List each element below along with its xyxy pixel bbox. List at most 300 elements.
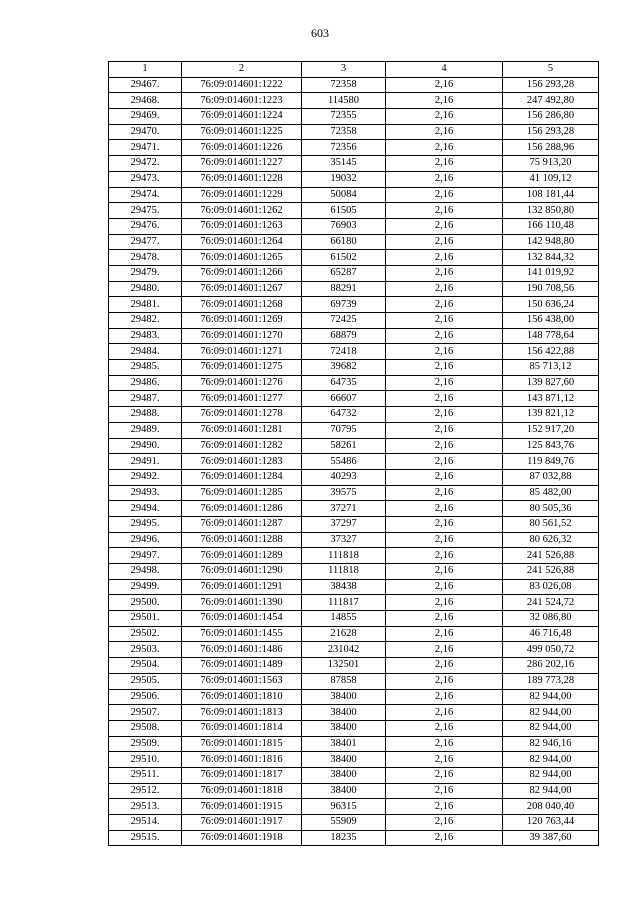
cadastral-number: 76:09:014601:1818 <box>182 783 302 799</box>
area-value: 72418 <box>302 344 386 360</box>
cadastral-number: 76:09:014601:1489 <box>182 658 302 674</box>
cadastral-number: 76:09:014601:1268 <box>182 297 302 313</box>
rate-value: 2,16 <box>386 203 503 219</box>
rate-value: 2,16 <box>386 485 503 501</box>
table-row <box>109 830 599 846</box>
row-number: 29508. <box>109 720 182 736</box>
cadastral-number: 76:09:014601:1226 <box>182 140 302 156</box>
table-row <box>109 689 599 705</box>
table-row <box>109 548 599 564</box>
row-number: 29499. <box>109 579 182 595</box>
table-row <box>109 375 599 391</box>
amount-value: 80 505,36 <box>503 501 599 517</box>
table-row <box>109 673 599 689</box>
cadastral-number: 76:09:014601:1285 <box>182 485 302 501</box>
rate-value: 2,16 <box>386 673 503 689</box>
cadastral-number: 76:09:014601:1817 <box>182 767 302 783</box>
row-number: 29488. <box>109 407 182 423</box>
table-row <box>109 516 599 532</box>
table-row <box>109 501 599 517</box>
area-value: 37271 <box>302 501 386 517</box>
row-number: 29475. <box>109 203 182 219</box>
amount-value: 166 110,48 <box>503 218 599 234</box>
rate-value: 2,16 <box>386 752 503 768</box>
row-number: 29489. <box>109 422 182 438</box>
table-row <box>109 203 599 219</box>
cadastral-number: 76:09:014601:1917 <box>182 815 302 831</box>
rate-value: 2,16 <box>386 77 503 93</box>
rate-value: 2,16 <box>386 250 503 266</box>
area-value: 231042 <box>302 642 386 658</box>
rate-value: 2,16 <box>386 328 503 344</box>
row-number: 29483. <box>109 328 182 344</box>
area-value: 65287 <box>302 265 386 281</box>
row-number: 29485. <box>109 360 182 376</box>
amount-value: 156 286,80 <box>503 109 599 125</box>
area-value: 61502 <box>302 250 386 266</box>
table-row <box>109 626 599 642</box>
amount-value: 82 946,16 <box>503 736 599 752</box>
area-value: 37297 <box>302 516 386 532</box>
cadastral-number: 76:09:014601:1813 <box>182 705 302 721</box>
row-number: 29513. <box>109 799 182 815</box>
table-row <box>109 579 599 595</box>
amount-value: 125 843,76 <box>503 438 599 454</box>
table-row <box>109 454 599 470</box>
area-value: 72425 <box>302 313 386 329</box>
cadastral-number: 76:09:014601:1290 <box>182 564 302 580</box>
area-value: 35145 <box>302 156 386 172</box>
table-row <box>109 438 599 454</box>
cadastral-number: 76:09:014601:1264 <box>182 234 302 250</box>
cadastral-number: 76:09:014601:1287 <box>182 516 302 532</box>
rate-value: 2,16 <box>386 360 503 376</box>
area-value: 19032 <box>302 171 386 187</box>
area-value: 55909 <box>302 815 386 831</box>
rate-value: 2,16 <box>386 422 503 438</box>
area-value: 66180 <box>302 234 386 250</box>
area-value: 72355 <box>302 109 386 125</box>
area-value: 21628 <box>302 626 386 642</box>
amount-value: 156 293,28 <box>503 124 599 140</box>
cadastral-number: 76:09:014601:1810 <box>182 689 302 705</box>
rate-value: 2,16 <box>386 626 503 642</box>
table-row <box>109 705 599 721</box>
table-row <box>109 752 599 768</box>
rate-value: 2,16 <box>386 109 503 125</box>
cadastral-number: 76:09:014601:1563 <box>182 673 302 689</box>
cadastral-number: 76:09:014601:1224 <box>182 109 302 125</box>
cadastral-number: 76:09:014601:1486 <box>182 642 302 658</box>
cadastral-number: 76:09:014601:1271 <box>182 344 302 360</box>
rate-value: 2,16 <box>386 595 503 611</box>
table-row <box>109 815 599 831</box>
row-number: 29506. <box>109 689 182 705</box>
row-number: 29496. <box>109 532 182 548</box>
column-header: 3 <box>302 62 386 78</box>
cadastral-number: 76:09:014601:1229 <box>182 187 302 203</box>
area-value: 68879 <box>302 328 386 344</box>
table-row <box>109 344 599 360</box>
area-value: 39682 <box>302 360 386 376</box>
table-row <box>109 736 599 752</box>
cadastral-number: 76:09:014601:1289 <box>182 548 302 564</box>
amount-value: 83 026,08 <box>503 579 599 595</box>
rate-value: 2,16 <box>386 532 503 548</box>
amount-value: 142 948,80 <box>503 234 599 250</box>
row-number: 29504. <box>109 658 182 674</box>
rate-value: 2,16 <box>386 611 503 627</box>
page-number: 603 <box>311 26 329 40</box>
rate-value: 2,16 <box>386 642 503 658</box>
row-number: 29482. <box>109 313 182 329</box>
amount-value: 75 913,20 <box>503 156 599 172</box>
area-value: 18235 <box>302 830 386 846</box>
cadastral-number: 76:09:014601:1262 <box>182 203 302 219</box>
column-header: 4 <box>386 62 503 78</box>
amount-value: 41 109,12 <box>503 171 599 187</box>
table-row <box>109 109 599 125</box>
row-number: 29502. <box>109 626 182 642</box>
rate-value: 2,16 <box>386 767 503 783</box>
row-number: 29505. <box>109 673 182 689</box>
table-row <box>109 532 599 548</box>
amount-value: 241 526,88 <box>503 564 599 580</box>
area-value: 88291 <box>302 281 386 297</box>
rate-value: 2,16 <box>386 156 503 172</box>
table-row <box>109 124 599 140</box>
cadastral-number: 76:09:014601:1816 <box>182 752 302 768</box>
cadastral-number: 76:09:014601:1281 <box>182 422 302 438</box>
row-number: 29468. <box>109 93 182 109</box>
rate-value: 2,16 <box>386 218 503 234</box>
amount-value: 39 387,60 <box>503 830 599 846</box>
row-number: 29477. <box>109 234 182 250</box>
table-row <box>109 720 599 736</box>
cadastral-number: 76:09:014601:1276 <box>182 375 302 391</box>
rate-value: 2,16 <box>386 720 503 736</box>
row-number: 29490. <box>109 438 182 454</box>
amount-value: 120 763,44 <box>503 815 599 831</box>
row-number: 29492. <box>109 469 182 485</box>
area-value: 50084 <box>302 187 386 203</box>
amount-value: 82 944,00 <box>503 783 599 799</box>
amount-value: 189 773,28 <box>503 673 599 689</box>
cadastral-number: 76:09:014601:1222 <box>182 77 302 93</box>
amount-value: 82 944,00 <box>503 752 599 768</box>
rate-value: 2,16 <box>386 689 503 705</box>
row-number: 29474. <box>109 187 182 203</box>
amount-value: 82 944,00 <box>503 767 599 783</box>
amount-value: 156 438,00 <box>503 313 599 329</box>
cadastral-number: 76:09:014601:1283 <box>182 454 302 470</box>
row-number: 29495. <box>109 516 182 532</box>
area-value: 38400 <box>302 689 386 705</box>
area-value: 111818 <box>302 564 386 580</box>
table-row <box>109 265 599 281</box>
row-number: 29480. <box>109 281 182 297</box>
cadastral-number: 76:09:014601:1288 <box>182 532 302 548</box>
cadastral-number: 76:09:014601:1278 <box>182 407 302 423</box>
cadastral-number: 76:09:014601:1267 <box>182 281 302 297</box>
amount-value: 241 524,72 <box>503 595 599 611</box>
cadastral-number: 76:09:014601:1390 <box>182 595 302 611</box>
amount-value: 132 844,32 <box>503 250 599 266</box>
table-row <box>109 595 599 611</box>
rate-value: 2,16 <box>386 391 503 407</box>
row-number: 29484. <box>109 344 182 360</box>
amount-value: 190 708,56 <box>503 281 599 297</box>
cadastral-number: 76:09:014601:1269 <box>182 313 302 329</box>
amount-value: 139 827,60 <box>503 375 599 391</box>
row-number: 29473. <box>109 171 182 187</box>
row-number: 29487. <box>109 391 182 407</box>
cadastral-number: 76:09:014601:1228 <box>182 171 302 187</box>
table-row <box>109 642 599 658</box>
cadastral-number: 76:09:014601:1266 <box>182 265 302 281</box>
rate-value: 2,16 <box>386 375 503 391</box>
area-value: 40293 <box>302 469 386 485</box>
amount-value: 82 944,00 <box>503 689 599 705</box>
cadastral-number: 76:09:014601:1282 <box>182 438 302 454</box>
amount-value: 132 850,80 <box>503 203 599 219</box>
area-value: 38400 <box>302 752 386 768</box>
area-value: 111818 <box>302 548 386 564</box>
row-number: 29486. <box>109 375 182 391</box>
amount-value: 119 849,76 <box>503 454 599 470</box>
amount-value: 156 288,96 <box>503 140 599 156</box>
table-row <box>109 469 599 485</box>
table-header-row <box>109 62 599 78</box>
row-number: 29491. <box>109 454 182 470</box>
table-row <box>109 799 599 815</box>
cadastral-number: 76:09:014601:1270 <box>182 328 302 344</box>
area-value: 38438 <box>302 579 386 595</box>
area-value: 87858 <box>302 673 386 689</box>
cadastral-number: 76:09:014601:1454 <box>182 611 302 627</box>
rate-value: 2,16 <box>386 187 503 203</box>
row-number: 29510. <box>109 752 182 768</box>
amount-value: 150 636,24 <box>503 297 599 313</box>
table-row <box>109 360 599 376</box>
table-row <box>109 156 599 172</box>
table-row <box>109 93 599 109</box>
cadastral-number: 76:09:014601:1291 <box>182 579 302 595</box>
rate-value: 2,16 <box>386 454 503 470</box>
area-value: 66607 <box>302 391 386 407</box>
amount-value: 143 871,12 <box>503 391 599 407</box>
area-value: 37327 <box>302 532 386 548</box>
rate-value: 2,16 <box>386 658 503 674</box>
rate-value: 2,16 <box>386 438 503 454</box>
cadastral-number: 76:09:014601:1277 <box>182 391 302 407</box>
rate-value: 2,16 <box>386 234 503 250</box>
table-row <box>109 297 599 313</box>
rate-value: 2,16 <box>386 736 503 752</box>
amount-value: 241 526,88 <box>503 548 599 564</box>
area-value: 38400 <box>302 705 386 721</box>
area-value: 96315 <box>302 799 386 815</box>
area-value: 38400 <box>302 767 386 783</box>
row-number: 29509. <box>109 736 182 752</box>
table-row <box>109 767 599 783</box>
table-row <box>109 422 599 438</box>
rate-value: 2,16 <box>386 265 503 281</box>
column-header: 2 <box>182 62 302 78</box>
table-row <box>109 564 599 580</box>
rate-value: 2,16 <box>386 501 503 517</box>
amount-value: 46 716,48 <box>503 626 599 642</box>
row-number: 29514. <box>109 815 182 831</box>
row-number: 29497. <box>109 548 182 564</box>
rate-value: 2,16 <box>386 815 503 831</box>
rate-value: 2,16 <box>386 705 503 721</box>
row-number: 29500. <box>109 595 182 611</box>
table-row <box>109 218 599 234</box>
area-value: 14855 <box>302 611 386 627</box>
amount-value: 87 032,88 <box>503 469 599 485</box>
cadastral-number: 76:09:014601:1286 <box>182 501 302 517</box>
area-value: 76903 <box>302 218 386 234</box>
row-number: 29494. <box>109 501 182 517</box>
amount-value: 141 019,92 <box>503 265 599 281</box>
column-header: 1 <box>109 62 182 78</box>
cadastral-number: 76:09:014601:1263 <box>182 218 302 234</box>
amount-value: 82 944,00 <box>503 705 599 721</box>
area-value: 72358 <box>302 124 386 140</box>
rate-value: 2,16 <box>386 799 503 815</box>
area-value: 69739 <box>302 297 386 313</box>
amount-value: 139 821,12 <box>503 407 599 423</box>
table-row <box>109 171 599 187</box>
area-value: 38401 <box>302 736 386 752</box>
amount-value: 108 181,44 <box>503 187 599 203</box>
table-row <box>109 328 599 344</box>
table-row <box>109 391 599 407</box>
area-value: 39575 <box>302 485 386 501</box>
table-row <box>109 658 599 674</box>
area-value: 38400 <box>302 720 386 736</box>
row-number: 29512. <box>109 783 182 799</box>
cadastral-number: 76:09:014601:1814 <box>182 720 302 736</box>
rate-value: 2,16 <box>386 140 503 156</box>
amount-value: 152 917,20 <box>503 422 599 438</box>
area-value: 114580 <box>302 93 386 109</box>
area-value: 38400 <box>302 783 386 799</box>
rate-value: 2,16 <box>386 783 503 799</box>
cadastral-number: 76:09:014601:1227 <box>182 156 302 172</box>
row-number: 29469. <box>109 109 182 125</box>
cadastral-number: 76:09:014601:1915 <box>182 799 302 815</box>
row-number: 29470. <box>109 124 182 140</box>
amount-value: 148 778,64 <box>503 328 599 344</box>
row-number: 29493. <box>109 485 182 501</box>
table-body <box>109 62 599 846</box>
row-number: 29467. <box>109 77 182 93</box>
row-number: 29481. <box>109 297 182 313</box>
rate-value: 2,16 <box>386 407 503 423</box>
area-value: 64735 <box>302 375 386 391</box>
row-number: 29471. <box>109 140 182 156</box>
cadastral-number: 76:09:014601:1455 <box>182 626 302 642</box>
rate-value: 2,16 <box>386 124 503 140</box>
amount-value: 80 561,52 <box>503 516 599 532</box>
rate-value: 2,16 <box>386 564 503 580</box>
area-value: 72356 <box>302 140 386 156</box>
amount-value: 156 422,88 <box>503 344 599 360</box>
amount-value: 80 626,32 <box>503 532 599 548</box>
table-row <box>109 77 599 93</box>
row-number: 29476. <box>109 218 182 234</box>
cadastral-number: 76:09:014601:1225 <box>182 124 302 140</box>
row-number: 29501. <box>109 611 182 627</box>
rate-value: 2,16 <box>386 548 503 564</box>
cadastral-number: 76:09:014601:1275 <box>182 360 302 376</box>
amount-value: 82 944,00 <box>503 720 599 736</box>
cadastral-number: 76:09:014601:1223 <box>182 93 302 109</box>
rate-value: 2,16 <box>386 516 503 532</box>
rate-value: 2,16 <box>386 344 503 360</box>
row-number: 29472. <box>109 156 182 172</box>
row-number: 29479. <box>109 265 182 281</box>
area-value: 111817 <box>302 595 386 611</box>
rate-value: 2,16 <box>386 579 503 595</box>
table-row <box>109 281 599 297</box>
data-table <box>108 61 599 846</box>
table-row <box>109 783 599 799</box>
amount-value: 286 202,16 <box>503 658 599 674</box>
area-value: 132501 <box>302 658 386 674</box>
row-number: 29507. <box>109 705 182 721</box>
amount-value: 208 040,40 <box>503 799 599 815</box>
row-number: 29515. <box>109 830 182 846</box>
amount-value: 156 293,28 <box>503 77 599 93</box>
rate-value: 2,16 <box>386 469 503 485</box>
area-value: 72358 <box>302 77 386 93</box>
area-value: 55486 <box>302 454 386 470</box>
rate-value: 2,16 <box>386 171 503 187</box>
amount-value: 85 713,12 <box>503 360 599 376</box>
cadastral-number: 76:09:014601:1918 <box>182 830 302 846</box>
table-row <box>109 611 599 627</box>
amount-value: 32 086,80 <box>503 611 599 627</box>
rate-value: 2,16 <box>386 830 503 846</box>
amount-value: 247 492,80 <box>503 93 599 109</box>
table-row <box>109 234 599 250</box>
cadastral-number: 76:09:014601:1265 <box>182 250 302 266</box>
row-number: 29498. <box>109 564 182 580</box>
area-value: 61505 <box>302 203 386 219</box>
table-row <box>109 187 599 203</box>
area-value: 70795 <box>302 422 386 438</box>
rate-value: 2,16 <box>386 281 503 297</box>
area-value: 58261 <box>302 438 386 454</box>
row-number: 29478. <box>109 250 182 266</box>
cadastral-number: 76:09:014601:1815 <box>182 736 302 752</box>
amount-value: 499 050,72 <box>503 642 599 658</box>
rate-value: 2,16 <box>386 93 503 109</box>
area-value: 64732 <box>302 407 386 423</box>
table-row <box>109 140 599 156</box>
amount-value: 85 482,00 <box>503 485 599 501</box>
table-row <box>109 485 599 501</box>
row-number: 29511. <box>109 767 182 783</box>
rate-value: 2,16 <box>386 297 503 313</box>
table-row <box>109 250 599 266</box>
column-header: 5 <box>503 62 599 78</box>
rate-value: 2,16 <box>386 313 503 329</box>
table-row <box>109 407 599 423</box>
